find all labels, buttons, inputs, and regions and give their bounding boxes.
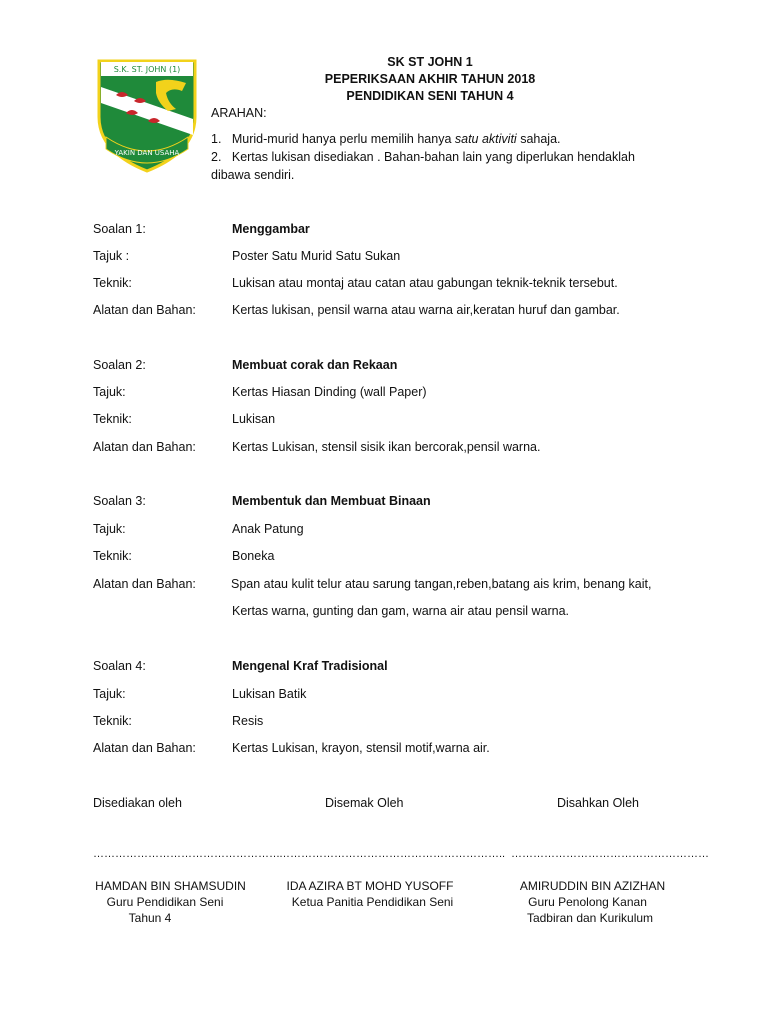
crest-top-text: S.K. ST. JOHN (1) (113, 65, 181, 74)
teknik-value: Resis (232, 714, 264, 728)
question-title: Membentuk dan Membuat Binaan (232, 494, 431, 508)
teknik-value: Boneka (232, 549, 275, 563)
approved-role: Guru Penolong Kanan (528, 895, 647, 909)
question-title: Mengenal Kraf Tradisional (232, 659, 388, 673)
prepared-signature-line: …………………………………………… (93, 848, 280, 860)
question-label: Soalan 4: (93, 659, 146, 673)
alatan-value: Kertas lukisan, pensil warna atau warna air,keratan huruf dan gambar. (232, 303, 620, 317)
alatan-value: Span atau kulit telur atau sarung tangan,reben,batang ais krim, benang kait, (231, 577, 652, 591)
tajuk-value: Poster Satu Murid Satu Sukan (232, 249, 401, 263)
question-label: Soalan 1: (93, 222, 146, 236)
alatan-value-line2: Kertas warna, gunting dan gam, warna air atau pensil warna. (232, 604, 569, 618)
instructions-heading: ARAHAN: (211, 106, 267, 120)
school-crest (96, 57, 198, 175)
approved-by-heading: Disahkan Oleh (557, 796, 639, 810)
alatan-label: Alatan dan Bahan: (93, 577, 196, 591)
question-title: Membuat corak dan Rekaan (232, 358, 398, 372)
checked-signature-line: …………………………………………………….. (279, 848, 506, 860)
crest-motto: YAKIN DAN USAHA (114, 149, 180, 157)
prepared-name: HAMDAN BIN SHAMSUDIN (95, 879, 246, 893)
alatan-value: Kertas Lukisan, krayon, stensil motif,warna air. (232, 741, 490, 755)
exam-title: PEPERIKSAAN AKHIR TAHUN 2018 (324, 72, 536, 86)
checked-by-heading: Disemak Oleh (325, 796, 404, 810)
prepared-role-line2: Tahun 4 (128, 911, 172, 925)
alatan-label: Alatan dan Bahan: (93, 303, 196, 317)
instruction-2 (211, 150, 635, 164)
approved-role-line2: Tadbiran dan Kurikulum (526, 911, 654, 925)
checked-role: Ketua Panitia Pendidikan Seni (291, 895, 454, 909)
prepared-role: Guru Pendidikan Seni (106, 895, 224, 909)
tajuk-label: Tajuk: (93, 385, 126, 399)
question-label: Soalan 2: (93, 358, 146, 372)
instruction-1-number: 1. (211, 132, 222, 146)
teknik-label: Teknik: (93, 714, 132, 728)
instruction-1-emphasis: satu aktiviti (454, 132, 517, 146)
instruction-1-text-pre: Murid-murid hanya perlu memilih hanya (231, 132, 455, 146)
alatan-label: Alatan dan Bahan: (93, 440, 196, 454)
tajuk-label: Tajuk: (93, 522, 126, 536)
prepared-by-heading: Disediakan oleh (93, 796, 182, 810)
tajuk-label: Tajuk : (93, 249, 130, 263)
instruction-2-line1: Kertas lukisan disediakan . Bahan-bahan lain yang diperlukan hendaklah (231, 150, 635, 164)
tajuk-value: Lukisan Batik (232, 687, 307, 701)
alatan-label: Alatan dan Bahan: (93, 741, 196, 755)
teknik-label: Teknik: (93, 412, 132, 426)
instruction-2-line2: dibawa sendiri. (211, 168, 295, 182)
teknik-value: Lukisan (232, 412, 276, 426)
approved-name: AMIRUDDIN BIN AZIZHAN (519, 879, 666, 893)
teknik-label: Teknik: (93, 549, 132, 563)
question-title: Menggambar (232, 222, 310, 236)
alatan-value: Kertas Lukisan, stensil sisik ikan bercorak,pensil warna. (232, 440, 541, 454)
tajuk-value: Kertas Hiasan Dinding (wall Paper) (232, 385, 427, 399)
instruction-2-number: 2. (211, 150, 222, 164)
teknik-label: Teknik: (93, 276, 132, 290)
instruction-1-text-post: sahaja. (516, 132, 561, 146)
checked-name: IDA AZIRA BT MOHD YUSOFF (286, 879, 454, 893)
question-label: Soalan 3: (93, 494, 146, 508)
tajuk-value: Anak Patung (232, 522, 304, 536)
teknik-value: Lukisan atau montaj atau catan atau gabungan teknik-teknik tersebut. (232, 276, 618, 290)
approved-signature-line: ……………………………………………… (511, 848, 709, 860)
school-name: SK ST JOHN 1 (387, 55, 473, 69)
subject-title: PENDIDIKAN SENI TAHUN 4 (346, 89, 514, 103)
instruction-1 (211, 132, 561, 146)
tajuk-label: Tajuk: (93, 687, 126, 701)
